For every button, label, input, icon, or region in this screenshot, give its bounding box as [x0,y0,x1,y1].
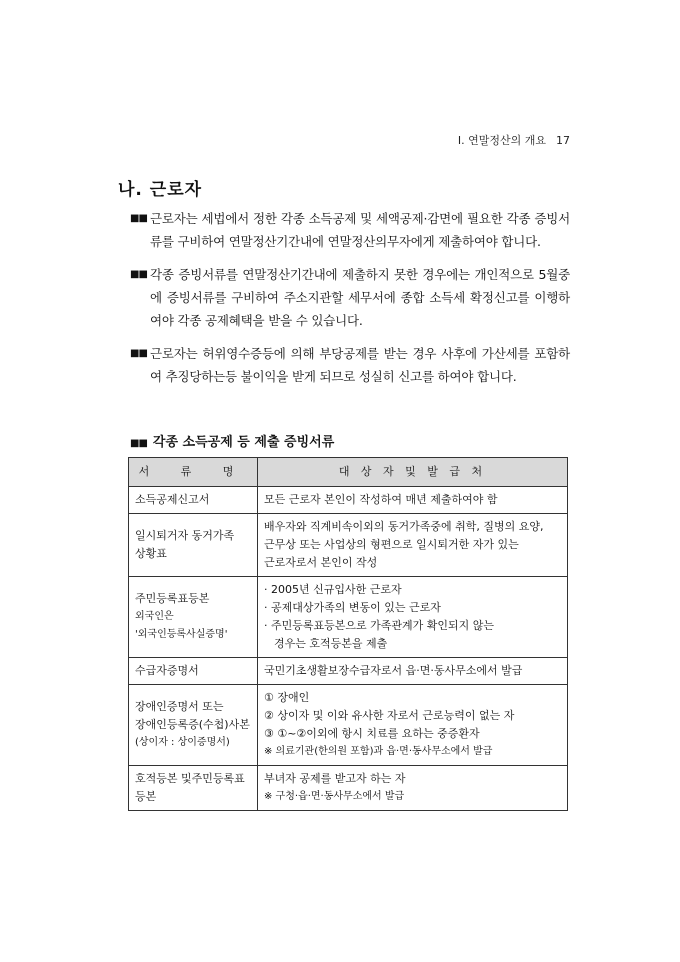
document-name-line: 호적등본 및주민등록표 [135,772,245,785]
table-title-text: 각종 소득공제 등 제출 증빙서류 [152,435,335,450]
document-desc-cell [258,577,568,658]
paragraph-list [130,207,570,398]
square-bullet-icon: ■■ [130,269,147,280]
document-name-line: 일시퇴거자 동거가족 [135,529,235,542]
table-header-row [129,458,568,487]
column-header-name: 서 류 명 [129,458,258,487]
document-desc-line: 근로자로서 본인이 작성 [264,556,378,569]
section-title: 나. 근로자 [118,180,203,200]
document-name-line: (상이자 : 상이증명서) [135,737,230,748]
table-row [129,577,568,658]
document-desc-line: · 공제대상가족의 변동이 있는 근로자 [264,601,441,614]
paragraph [130,207,570,253]
document-name-line: 등본 [135,790,157,803]
document-desc-line: · 2005년 신규입사한 근로자 [264,583,402,596]
document-name-line: 수급자증명서 [135,664,199,677]
document-desc-line: 부녀자 공제를 받고자 하는 자 [264,772,406,785]
table-row [129,487,568,514]
document-name-line: 상황표 [135,547,167,560]
page-number: 17 [556,134,570,147]
table-title [130,431,334,450]
paragraph-text: 각종 증빙서류를 연말정산기간내에 제출하지 못한 경우에는 개인적으로 5월중에 증빙서류를 구비하여 주소지관할 세무서에 종합 소득세 확정신고를 이행하여야 각종 공제혜택을 받을 수 있습니다. [150,267,570,328]
paragraph-text: 근로자는 허위영수증등에 의해 부당공제를 받는 경우 사후에 가산세를 포함하여 추징당하는등 불이익을 받게 되므로 성실히 신고를 하여야 합니다. [150,346,570,384]
document-name-line: 주민등록표등본 [135,592,210,605]
paragraph [130,342,570,388]
document-name-cell [129,577,258,658]
table-row [129,658,568,685]
document-name-line: 소득공제신고서 [135,493,210,506]
document-name-cell [129,487,258,514]
document-name-cell [129,514,258,577]
document-desc-line: 배우자와 직계비속이외의 동거가족중에 취학, 질병의 요양, [264,520,544,533]
document-desc-line: ① 장애인 [264,691,310,704]
paragraph-text: 근로자는 세법에서 정한 각종 소득공제 및 세액공제·감면에 필요한 각종 증빙서류를 구비하여 연말정산기간내에 연말정산의무자에게 제출하여야 합니다. [150,211,570,249]
document-desc-line: 모든 근로자 본인이 작성하여 매년 제출하여야 함 [264,493,498,506]
document-desc-line: 근무상 또는 사업상의 형편으로 일시퇴거한 자가 있는 [264,538,519,551]
document-name-cell [129,658,258,685]
square-bullet-icon: ■■ [130,213,147,224]
document-desc-line: ③ ①~②이외에 항시 치료를 요하는 중증환자 [264,727,480,740]
document-name-line: 장애인등록증(수첩)사본 [135,718,250,731]
document-name-cell [129,766,258,811]
table-row [129,766,568,811]
square-bullet-icon: ■■ [130,348,147,359]
document-desc-line: 경우는 호적등본을 제출 [274,637,388,650]
document-desc-cell [258,658,568,685]
document-name-line: '외국인등록사실증명' [135,629,228,640]
paragraph [130,263,570,332]
document-desc-line: · 주민등록표등본으로 가족관계가 확인되지 않는 [264,619,495,632]
document-name-line: 외국인은 [135,611,174,622]
table-row [129,514,568,577]
square-bullet-icon: ■■ [130,438,147,449]
table-row [129,685,568,766]
document-desc-line: ※ 구청·읍·면·동사무소에서 발급 [264,791,405,802]
documents-table [128,457,568,811]
document-name-cell [129,685,258,766]
document-desc-line: ② 상이자 및 이와 유사한 자로서 근로능력이 없는 자 [264,709,515,722]
document-name-line: 장애인증명서 또는 [135,700,224,713]
page-header [458,132,570,148]
document-desc-line: 국민기초생활보장수급자로서 읍·면·동사무소에서 발급 [264,664,523,677]
chapter-title: Ⅰ. 연말정산의 개요 [457,134,546,147]
document-desc-cell [258,685,568,766]
document-desc-cell [258,487,568,514]
column-header-target: 대 상 자 및 발 급 처 [258,458,568,487]
document-desc-line: ※ 의료기관(한의원 포함)과 읍·면·동사무소에서 발급 [264,746,493,757]
document-desc-cell [258,514,568,577]
document-desc-cell [258,766,568,811]
